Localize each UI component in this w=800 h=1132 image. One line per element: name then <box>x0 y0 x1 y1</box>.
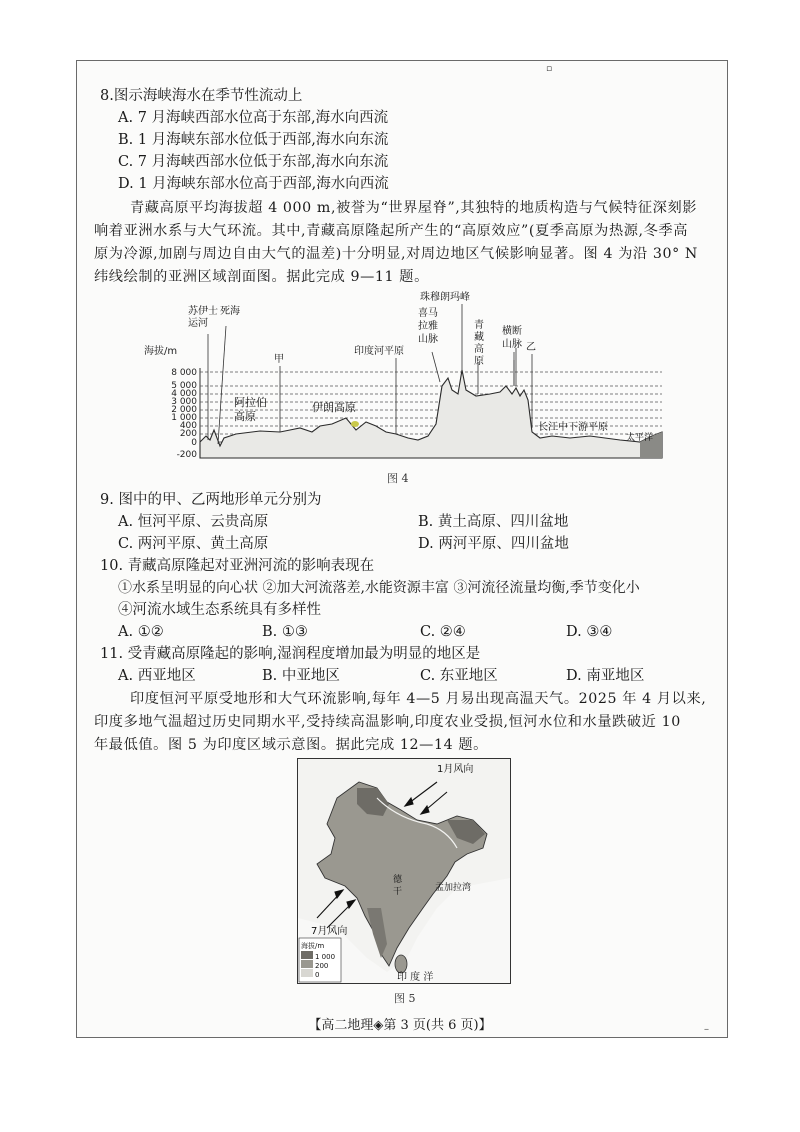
ytick-3000: 3 000 <box>171 397 197 407</box>
ytick-1000: 1 000 <box>171 413 197 423</box>
legend-swatch-mid <box>301 960 313 968</box>
intro1-line4: 纬线绘制的亚洲区域剖面图。据此完成 9—11 题。 <box>94 269 429 285</box>
ytick-2000: 2 000 <box>171 405 197 415</box>
q8-stem: 8.图示海峡海水在季节性流动上 <box>100 88 303 104</box>
ytick-8000: 8 000 <box>171 368 197 378</box>
map-legend <box>299 938 341 982</box>
profile-svg <box>140 290 680 470</box>
intro2-line1: 印度恒河平原受地形和大气环流影响,每年 4—5 月易出现高温天气。2025 年 4 月以来, <box>130 691 707 707</box>
intro1-line2: 响着亚洲水系与大气环流。其中,青藏高原隆起所产生的“高原效应”(夏季高原为热源,冬季高 <box>94 223 688 239</box>
label-jia: 甲 <box>274 354 284 365</box>
q8-option-c: C. 7 月海峡西部水位低于东部,海水向东流 <box>118 154 389 170</box>
label-tibet-2: 藏 <box>474 332 484 343</box>
intro1-line1: 青藏高原平均海拔超 4 000 m,被誉为“世界屋脊”,其独特的地质构造与气候特征深刻影 <box>130 200 698 216</box>
sri-lanka <box>395 955 407 973</box>
q10-option-d: D. ③④ <box>566 624 613 640</box>
legend-swatch-high <box>301 951 313 959</box>
intro2-line3: 年最低值。图 5 为印度区域示意图。据此完成 12—14 题。 <box>94 737 488 753</box>
legend-title: 海拔/m <box>301 942 325 950</box>
label-canal: 运河 <box>188 318 208 329</box>
top-mark: ▫ <box>546 64 553 74</box>
label-himalaya-1: 喜马 <box>418 308 438 319</box>
intro2-line2: 印度多地气温超过历史同期水平,受持续高温影响,印度农业受损,恒河水位和水量跌破近 10 <box>94 714 681 730</box>
label-arabia-1: 阿拉伯 <box>234 396 267 409</box>
label-deccan-1: 德 <box>393 875 403 885</box>
ytick-0: 0 <box>191 438 197 448</box>
y-axis-label: 海拔/m <box>144 346 178 357</box>
label-dead-sea: 死海 <box>220 306 240 317</box>
legend-1000: 1 000 <box>315 953 336 961</box>
ytick-5000: 5 000 <box>171 381 197 391</box>
label-tibet-4: 原 <box>474 356 484 367</box>
corner-mark: – <box>704 1024 709 1035</box>
legend-200: 200 <box>315 962 329 970</box>
figure-5-india-map <box>297 758 511 984</box>
q11-stem: 11. 受青藏高原隆起的影响,湿润程度增加最为明显的地区是 <box>100 646 481 662</box>
intro1-line3: 原为冷源,加剧与周边自由大气的温差)十分明显,对周边地区气候影响显著。图 4 为沿 30° N <box>94 246 698 262</box>
q11-option-c: C. 东亚地区 <box>420 668 498 684</box>
label-hengduan-1: 横断 <box>502 326 522 337</box>
figure-5-caption: 图 5 <box>394 992 416 1005</box>
label-himalaya-2: 拉雅 <box>418 321 438 332</box>
iran-marker <box>351 421 359 427</box>
q10-option-b: B. ①③ <box>262 624 308 640</box>
label-indian-ocean: 印 度 洋 <box>397 972 434 983</box>
legend-swatch-low <box>301 969 313 977</box>
pointer-himalaya <box>432 352 440 382</box>
label-arabia-2: 高原 <box>234 410 256 423</box>
ytick-200: 200 <box>179 429 197 439</box>
label-iran: 伊朗高原 <box>312 401 356 414</box>
q11-option-b: B. 中亚地区 <box>262 668 340 684</box>
label-suez: 苏伊士 <box>188 306 218 317</box>
label-bengal: 孟加拉湾 <box>435 883 472 893</box>
q10-items-line1: ①水系呈明显的向心状 ②加大河流落差,水能资源丰富 ③河流径流量均衡,季节变化小 <box>118 580 640 596</box>
label-yangtze: 长江中下游平原 <box>538 422 608 433</box>
q9-option-a: A. 恒河平原、云贵高原 <box>118 514 269 530</box>
label-jan-wind: 1月风向 <box>437 764 474 775</box>
label-deccan-2: 干 <box>393 887 403 897</box>
q10-items-line2: ④河流水域生态系统具有多样性 <box>118 602 321 618</box>
q8-option-d: D. 1 月海峡东部水位高于西部,海水向西流 <box>118 176 389 192</box>
label-hengduan-2: 山脉 <box>502 339 522 350</box>
label-tibet-1: 青 <box>474 320 484 331</box>
q10-option-c: C. ②④ <box>420 624 466 640</box>
q9-option-d: D. 两河平原、四川盆地 <box>418 536 569 552</box>
page-footer: 【高二地理◈第 3 页(共 6 页)】 <box>308 1018 492 1033</box>
terrain-profile <box>200 370 662 458</box>
figure-4-caption: 图 4 <box>387 472 409 485</box>
q11-option-d: D. 南亚地区 <box>566 668 645 684</box>
legend-0: 0 <box>315 971 320 979</box>
q10-option-a: A. ①② <box>118 624 164 640</box>
label-everest: 珠穆朗玛峰 <box>420 292 470 303</box>
q10-stem: 10. 青藏高原隆起对亚洲河流的影响表现在 <box>100 558 375 574</box>
ytick-4000: 4 000 <box>171 389 197 399</box>
label-pacific: 太平洋 <box>626 433 654 443</box>
ytick-400: 400 <box>179 421 197 431</box>
q9-stem: 9. 图中的甲、乙两地形单元分别为 <box>100 492 322 508</box>
map-svg <box>297 758 511 984</box>
label-indus: 印度河平原 <box>354 346 404 357</box>
label-himalaya-3: 山脉 <box>418 334 438 345</box>
q11-option-a: A. 西亚地区 <box>118 668 196 684</box>
label-yi: 乙 <box>526 342 536 353</box>
ytick-minus200: -200 <box>176 450 197 460</box>
q8-option-b: B. 1 月海峡东部水位低于西部,海水向东流 <box>118 132 389 148</box>
label-tibet-3: 高 <box>474 344 484 355</box>
figure-4-profile <box>140 290 680 470</box>
label-jul-wind: 7月风向 <box>311 926 348 937</box>
q8-option-a: A. 7 月海峡西部水位高于东部,海水向西流 <box>118 110 389 126</box>
q9-option-b: B. 黄土高原、四川盆地 <box>418 514 569 530</box>
q9-option-c: C. 两河平原、黄土高原 <box>118 536 269 552</box>
